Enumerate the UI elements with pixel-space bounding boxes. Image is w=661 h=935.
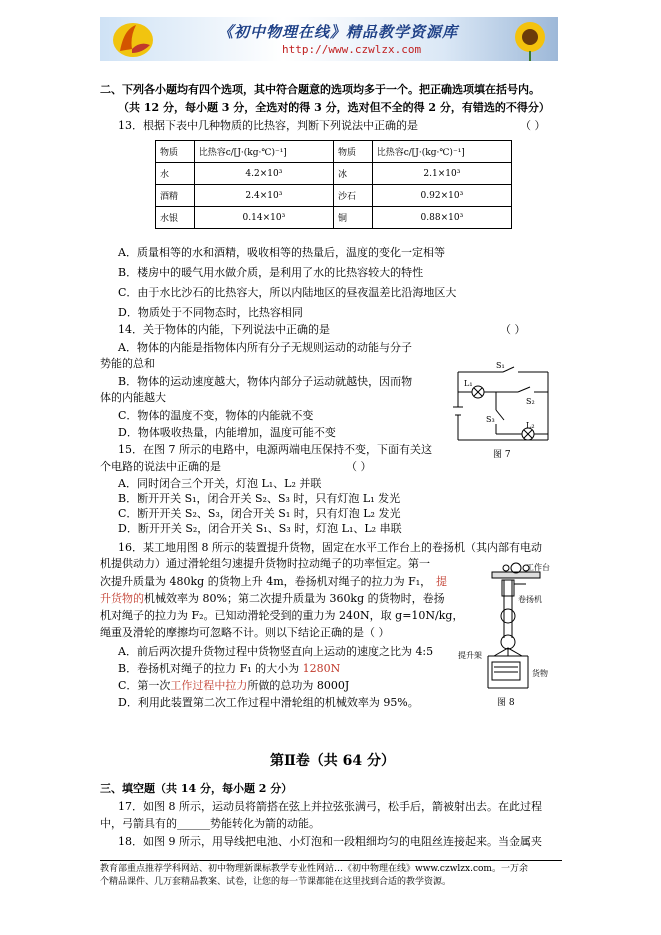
q16-option-b-prefix: B． [118,662,138,675]
q14-line: B．物体的运动速度越大，物体内部分子运动就越快，因而物 [118,375,413,388]
header-banner [100,17,558,61]
sunflower-icon [500,17,558,61]
table-cell: 水 [156,163,195,185]
table-header-cell: 比热容c/[J·(kg·℃)⁻¹] [372,141,511,163]
q16-option-b-text: 卷扬机对绳子的拉力 F₁ 的大小为 [137,662,300,675]
footer-line-2: 个精品课件、几万套精品教案、试卷，让您的每一节课都能在这里找到合适的教学资源。 [100,877,452,887]
figure7-caption: 图 7 [493,450,511,460]
q14-line: C．物体的温度不变，物体的内能就不变 [118,409,314,422]
label-s2: S₂ [526,397,535,406]
label-s3: S₃ [486,415,495,424]
table-cell: 水银 [156,207,195,229]
q16-red-text: 升货物的 [100,592,144,605]
q14-line: 势能的总和 [100,357,155,370]
table-header-row [156,141,512,163]
q16-line-text: 机械效率为 80%；第二次提升质量为 360kg 的货物时，卷扬 [144,592,445,605]
q16-red-text: 工作过程中拉力 [170,679,248,692]
table-row [156,207,512,229]
section3-title: 三、填空题（共 14 分，每小题 2 分） [100,782,293,795]
q17-line-1: 17．如图 8 所示，运动员将箭搭在弦上并拉弦张满弓，松手后，箭被射出去。在此过程 [118,800,542,813]
q14-line: A．物体的内能是指物体内所有分子无规则运动的动能与分子 [118,341,412,354]
q18-line-1: 18．如图 9 所示，用导线把电池、小灯泡和一段粗细均匀的电阻丝连接起来。当金属夹 [118,835,542,848]
section2-title: 二、下列各小题均有四个选项，其中符合题意的选项均多于一个。把正确选项填在括号内。 [100,83,540,96]
q15-option-c: C．断开开关 S₂、S₃，闭合开关 S₁ 时，只有灯泡 L₂ 发光 [118,507,401,520]
footer-line-1: 教育部重点推荐学科网站、初中物理新课标教学专业性网站…《初中物理在线》www.czwlzx.com。一万余 [100,864,528,874]
q13-option-a: A．质量相等的水和酒精，吸收相等的热量后，温度的变化一定相等 [118,246,445,259]
label-l1: L₁ [464,379,473,388]
table-cell: 4.2×10³ [194,163,333,185]
table-cell: 铜 [333,207,372,229]
table-header-cell: 物质 [156,141,195,163]
figure8-caption: 图 8 [497,698,515,708]
table-cell: 2.4×10³ [194,185,333,207]
table-header-cell: 物质 [333,141,372,163]
q16-line-4 [100,591,445,606]
label-winch: 卷扬机 [518,595,542,604]
q13-option-d: D．物质处于不同物态时，比热容相同 [118,306,303,319]
label-platform: 工作台 [526,563,550,572]
q16-option-c-prefix: C．第一次 [118,679,171,692]
q16-line: 机提供动力）通过滑轮组匀速提升货物时拉动绳子的功率恒定。第一 [100,557,430,570]
q17-line-2: 中，弓箭具有的______势能转化为箭的动能。 [100,817,320,830]
q14-stem: 14．关于物体的内能，下列说法中正确的是 [118,323,330,336]
table-cell: 冰 [333,163,372,185]
page-footer [100,860,562,889]
q16-option-b [118,661,340,676]
q15-stem2: 个电路的说法中正确的是 [100,460,221,473]
label-s1: S₁ [496,361,505,370]
table-row [156,185,512,207]
q16-red-text: 提 [436,575,447,588]
q14-line: 体的内能越大 [100,391,166,404]
q15-stem: 15．在图 7 所示的电路中，电源两端电压保持不变，下面有关这 [118,443,432,456]
part2-title: 第Ⅱ卷（共 64 分） [270,753,396,769]
q14-bracket: （ ） [500,323,526,336]
table-cell: 沙石 [333,185,372,207]
q16-option-c [118,678,349,693]
q13-option-b: B．楼房中的暖气用水做介质，是利用了水的比热容较大的特性 [118,266,424,279]
q14-line: D．物体吸收热量，内能增加，温度可能不变 [118,426,336,439]
q15-option-b: B．断开开关 S₁，闭合开关 S₂、S₃ 时，只有灯泡 L₁ 发光 [118,492,401,505]
q16-option-a: A．前后两次提升货物过程中货物竖直向上运动的速度之比为 4:5 [118,645,434,658]
header-title: 《初中物理在线》精品教学资源库 [218,23,459,41]
table-cell: 酒精 [156,185,195,207]
label-l2: L₂ [526,421,535,430]
q13-option-c: C．由于水比沙石的比热容大，所以内陆地区的昼夜温差比沿海地区大 [118,286,457,299]
q16-line: 绳重及滑轮的摩擦均可忽略不计。则以下结论正确的是（ ） [100,626,390,639]
table-header-cell: 比热容c/[J·(kg·℃)⁻¹] [194,141,333,163]
table-cell: 0.92×10³ [372,185,511,207]
site-logo-icon [110,19,156,59]
q13-bracket: （ ） [520,119,546,132]
circuit-figure-7 [448,360,560,460]
label-frame: 提升架 [458,651,482,660]
q13-stem: 13．根据下表中几种物质的比热容，判断下列说法中正确的是 [118,119,418,132]
q16-option-c-suffix: 所做的总功为 8000J [247,679,350,692]
q16-option-d: D．利用此装置第二次工作过程中滑轮组的机械效率为 95%。 [118,696,419,709]
q15-option-a: A．同时闭合三个开关，灯泡 L₁、L₂ 并联 [118,477,322,490]
section2-scoring: （共 12 分，每小题 3 分，全选对的得 3 分，选对但不全的得 2 分，有错选的不得分） [118,101,550,114]
q16-line: 机对绳子的拉力为 F₂。已知动滑轮受到的重力为 240N，取 g=10N/kg， [100,609,464,622]
q16-red-text: 1280N [302,662,341,675]
q15-bracket: （ ） [346,460,372,473]
q16-line: 次提升质量为 480kg 的货物上升 4m，卷扬机对绳子的拉力为 F₁， [100,575,432,588]
table-row [156,163,512,185]
q16-line: 16．某工地用图 8 所示的装置提升货物，固定在水平工作台上的卷扬机（其内部有电动 [118,541,542,554]
table-cell: 0.14×10³ [194,207,333,229]
specific-heat-table [155,140,512,229]
table-cell: 0.88×10³ [372,207,511,229]
label-goods: 货物 [532,669,548,678]
q15-option-d: D．断开开关 S₂，闭合开关 S₁、S₃ 时，灯泡 L₁、L₂ 串联 [118,522,402,535]
pulley-figure-8 [458,558,562,692]
header-url[interactable]: http://www.czwlzx.com [282,43,422,56]
table-cell: 2.1×10³ [372,163,511,185]
